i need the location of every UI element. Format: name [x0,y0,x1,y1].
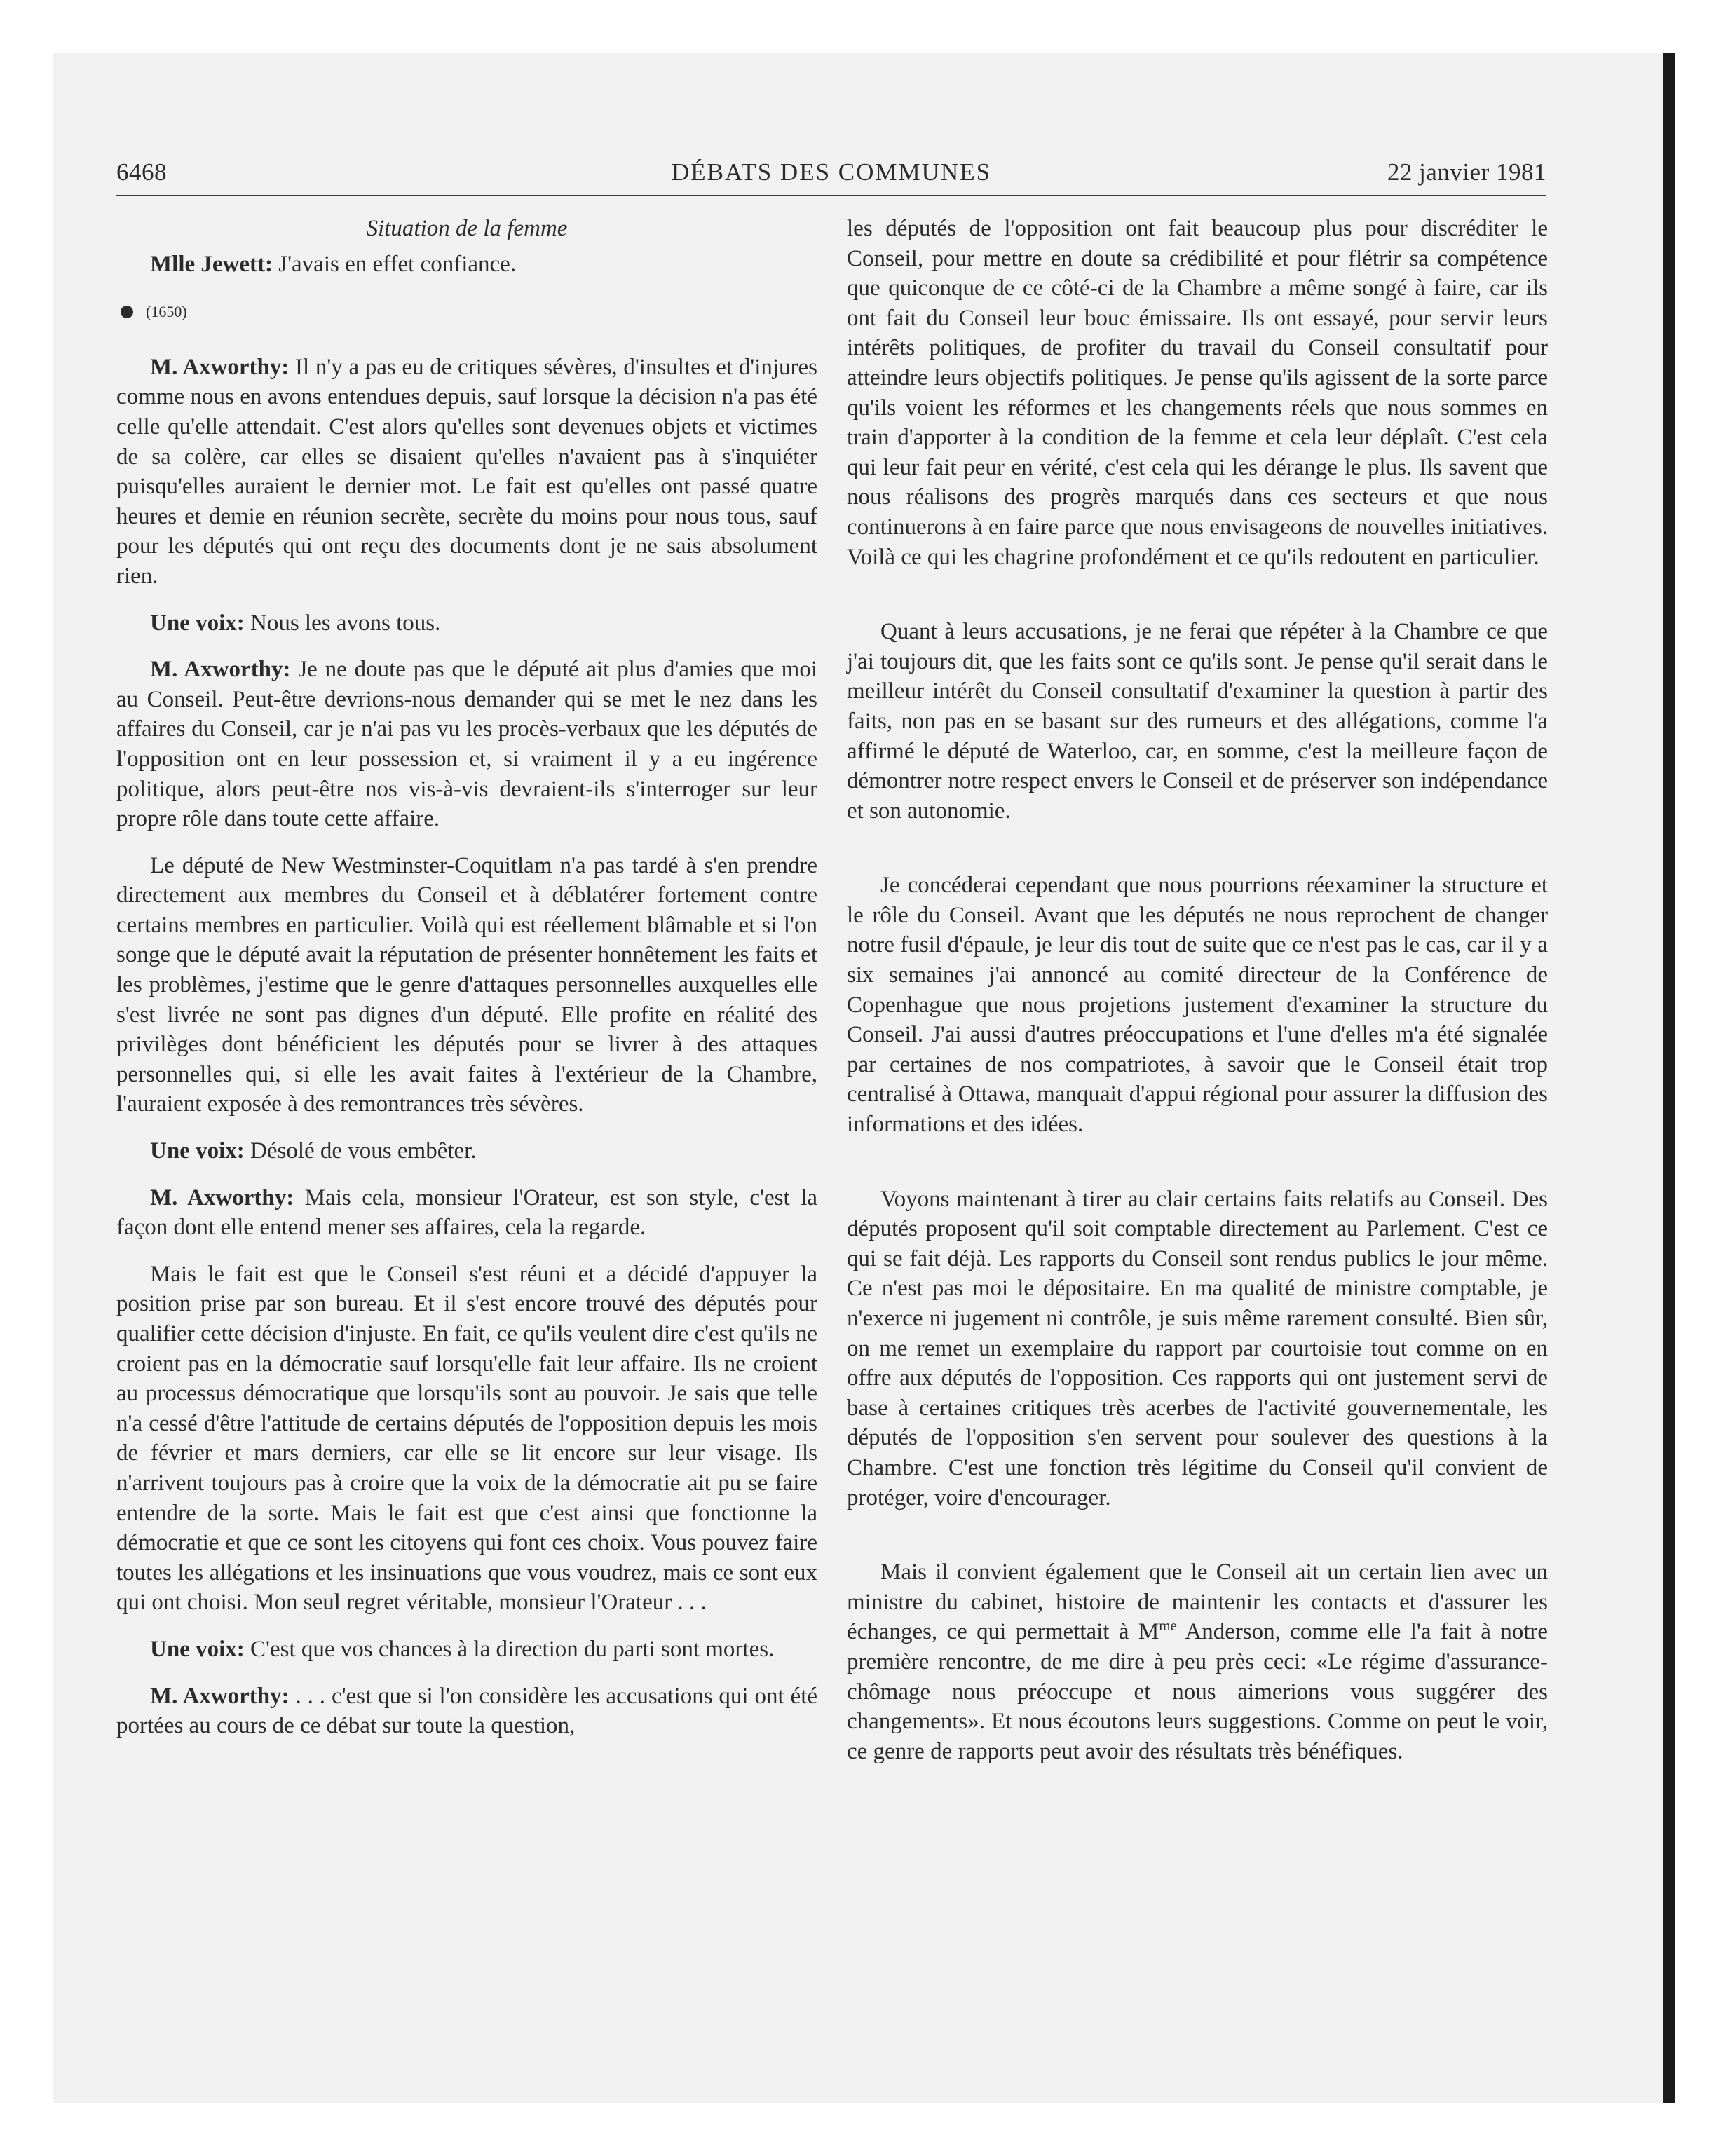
speech-text: C'est que vos chances à la direction du parti sont mortes. [244,1636,775,1662]
section-subheading: Situation de la femme [366,216,568,241]
time-marker-text: (1650) [146,303,187,321]
paragraph [116,250,817,280]
page-header [116,158,1546,200]
scan-edge-bar [1663,53,1675,2103]
speech-text: Il n'y a pas eu de critiques sévères, d'insultes et d'injures comme nous en avons entendues depuis, sauf lorsque la décision n'a pas été celle qu'elle attendait. C'est alors qu'elles sont devenues objets et victimes de sa colère, car elles se disaient qu'elles n'avaient pas à s'inquiéter puisqu'elles auraient le dernier mot. Le fait est qu'elles ont passé quatre heures et demie en réunion secrète, secrète du moins pour nous tous, sauf pour les députés qui ont reçu des documents dont je ne sais absolument rien. [116,354,818,589]
speaker-name: Une voix: [150,1636,245,1662]
bullet-icon [121,306,133,318]
text-segment: Anderson, comme elle l'a fait à notre première rencontre, de me dire à peu près ceci: «Le régime d'assurance-chômage nous préoccupe et nous aimerions vous suggérer des changements». Et nous écoutons leurs suggestions. Comme on peut le voir, ce genre de rapports peut avoir des résultats très bénéfiques. [847,1619,1549,1764]
text-segment: Mais il convient également que le Conseil ait un certain lien avec un ministre du cabinet, histoire de maintenir les contacts et d'assurer les échanges, ce qui permettait à M [847,1560,1548,1645]
speech-text: Je ne doute pas que le député ait plus d'amies que moi au Conseil. Peut-être devrions-nous demander qui se met le nez dans les affaires du Conseil, car je n'ai pas vu les procès-verbaux que les députés de l'opposition ont en leur possession et, si vraiment il y a eu ingérence politique, alors peut-être nos vis-à-vis devraient-ils s'interroger sur leur propre rôle dans toute cette affaire. [116,657,818,832]
speaker-name: Mlle Jewett: [150,251,273,277]
paragraph [116,608,817,639]
header-date: 22 janvier 1981 [1387,158,1546,186]
paragraph: Quant à leurs accusations, je ne ferai que répéter à la Chambre ce que j'ai toujours dit, que les faits sont ce qu'ils sont. Je pense qu'il serait dans le meilleur intérêt du Conseil consultatif d'examiner la question à partir des faits, non pas en se basant sur des rumeurs et des allégations, comme l'a affirmé le député de Waterloo, car, en somme, c'est la meilleure façon de démontrer notre respect envers le Conseil et de préserver son indépendance et son autonomie. [847,619,1548,824]
speaker-name: M. Axworthy: [150,1683,290,1709]
superscript: me [1159,1617,1177,1635]
running-title: DÉBATS DES COMMUNES [671,158,992,186]
paragraph: Mais le fait est que le Conseil s'est réuni et a décidé d'appuyer la position prise par son bureau. Et il s'est encore trouvé des députés pour qualifier cette décision d'injuste. En fait, ce qu'ils veulent dire c'est qu'ils ne croient pas en la démocratie sauf lorsqu'elle fait leur affaire. Ils ne croient au processus démocratique que lorsqu'ils sont au pouvoir. Je sais que telle n'a cessé d'être l'attitude de certains députés de l'opposition depuis les mois de février et mars derniers, car elle se lit encore sur leur visage. Ils n'arrivent toujours pas à croire que la voix de la démocratie ait pu se faire entendre de la sorte. Mais le fait est que c'est ainsi que fonctionne la démocratie et que ce sont les citoyens qui font ces choix. Vous pouvez faire toutes les allégations et les insinuations que vous voudrez, mais ce sont eux qui ont choisi. Mon seul regret véritable, monsieur l'Orateur . . . [116,1261,817,1616]
paragraph: les députés de l'opposition ont fait beaucoup plus pour discréditer le Conseil, pour mettre en doute sa crédibilité et pour flétrir sa compétence que quiconque de ce côté-ci de la Chambre a même songé à faire, car ils ont fait du Conseil leur bouc émissaire. Ils ont essayé, pour servir leurs intérêts politiques, de profiter du travail du Conseil consultatif pour atteindre leurs objectifs politiques. Je pense qu'ils agissent de la sorte parce qu'ils voient les réformes et les changements réels que nous sommes en train d'apporter à la condition de la femme et cela leur déplaît. C'est cela qui leur fait peur en vérité, c'est cela qui les dérange le plus. Ils savent que nous réalisons des progrès marqués dans ces secteurs et que nous continuerons à en faire parce que nous envisageons de nouvelles initiatives. Voilà ce qui les chagrine profondément et ce qu'ils redoutent en particulier. [847,216,1548,570]
header-rule [116,195,1546,196]
speech-text: Désolé de vous embêter. [244,1138,477,1164]
speaker-name: M. Axworthy: [150,354,290,380]
speaker-name: M. Axworthy: [150,1185,294,1210]
paragraph: Je concéderai cependant que nous pourrions réexaminer la structure et le rôle du Conseil. Avant que les députés ne nous reprochent de changer notre fusil d'épaule, je leur dis tout de suite que ce n'est pas le cas, car il y a six semaines j'ai annoncé au comité directeur de la Conférence de Copenhague que nous projetions justement d'examiner la structure du Conseil. J'ai aussi d'autres préoccupations et l'une d'elles m'a été signalée par certaines de nos compatriotes, à savoir que le Conseil était trop centralisé à Ottawa, manquait d'appui régional pour assurer la diffusion des informations et des idées. [847,873,1548,1138]
speech-text: . . . c'est que si l'on considère les accusations qui ont été portées au cours de ce débat sur toute la question, [116,1683,818,1739]
speaker-name: Une voix: [150,610,245,636]
speaker-name: Une voix: [150,1138,245,1164]
time-marker [116,297,817,327]
speech-text: Nous les avons tous. [244,610,441,636]
paragraph [116,655,817,834]
paragraph [116,1681,817,1741]
paragraph [116,1635,817,1665]
left-column [116,214,817,1758]
speech-text: J'avais en effet confiance. [272,251,517,277]
page-number: 6468 [116,158,167,186]
paragraph [116,1136,817,1166]
paragraph: Le député de New Westminster-Coquitlam n'a pas tardé à s'en prendre directement aux membres du Conseil et à déblatérer fortement contre certains membres en particulier. Voilà qui est réellement blâmable et si l'on songe que le député avait la réputation de présenter honnêtement les faits et les problèmes, j'estime que le genre d'attaques personnelles auxquelles elle s'est livrée ne sont pas dignes d'un député. Elle profite en réalité des privilèges dont bénéficient les députés pour se livrer à des attaques personnelles qui, si elle les avait faites à l'extérieur de la Chambre, l'auraient exposée à des remontrances très sévères. [116,852,817,1117]
right-column [847,214,1548,1783]
paragraph [116,1183,817,1243]
speaker-name: M. Axworthy: [150,657,291,683]
paragraph [847,1557,1548,1766]
paragraph [116,353,817,592]
paragraph: Voyons maintenant à tirer au clair certains faits relatifs au Conseil. Des députés proposent qu'il soit comptable directement au Parlement. C'est ce qui se fait déjà. Les rapports du Conseil sont rendus publics le jour même. Ce n'est pas moi le dépositaire. En ma qualité de ministre comptable, je n'exerce ni jugement ni contrôle, je suis même rarement consulté. Bien sûr, on me remet un exemplaire du rapport par courtoisie tout comme on en offre aux députés de l'opposition. Ces rapports qui ont justement servi de base à certaines critiques très acerbes de l'activité gouvernementale, les députés de l'opposition s'en servent pour soulever des questions à la Chambre. C'est une fonction très légitime du Conseil qu'il convient de protéger, voire d'encourager. [847,1186,1548,1510]
speech-text: Mais cela, monsieur l'Orateur, est son style, c'est la façon dont elle entend mener ses affaires, cela la regarde. [116,1185,817,1241]
